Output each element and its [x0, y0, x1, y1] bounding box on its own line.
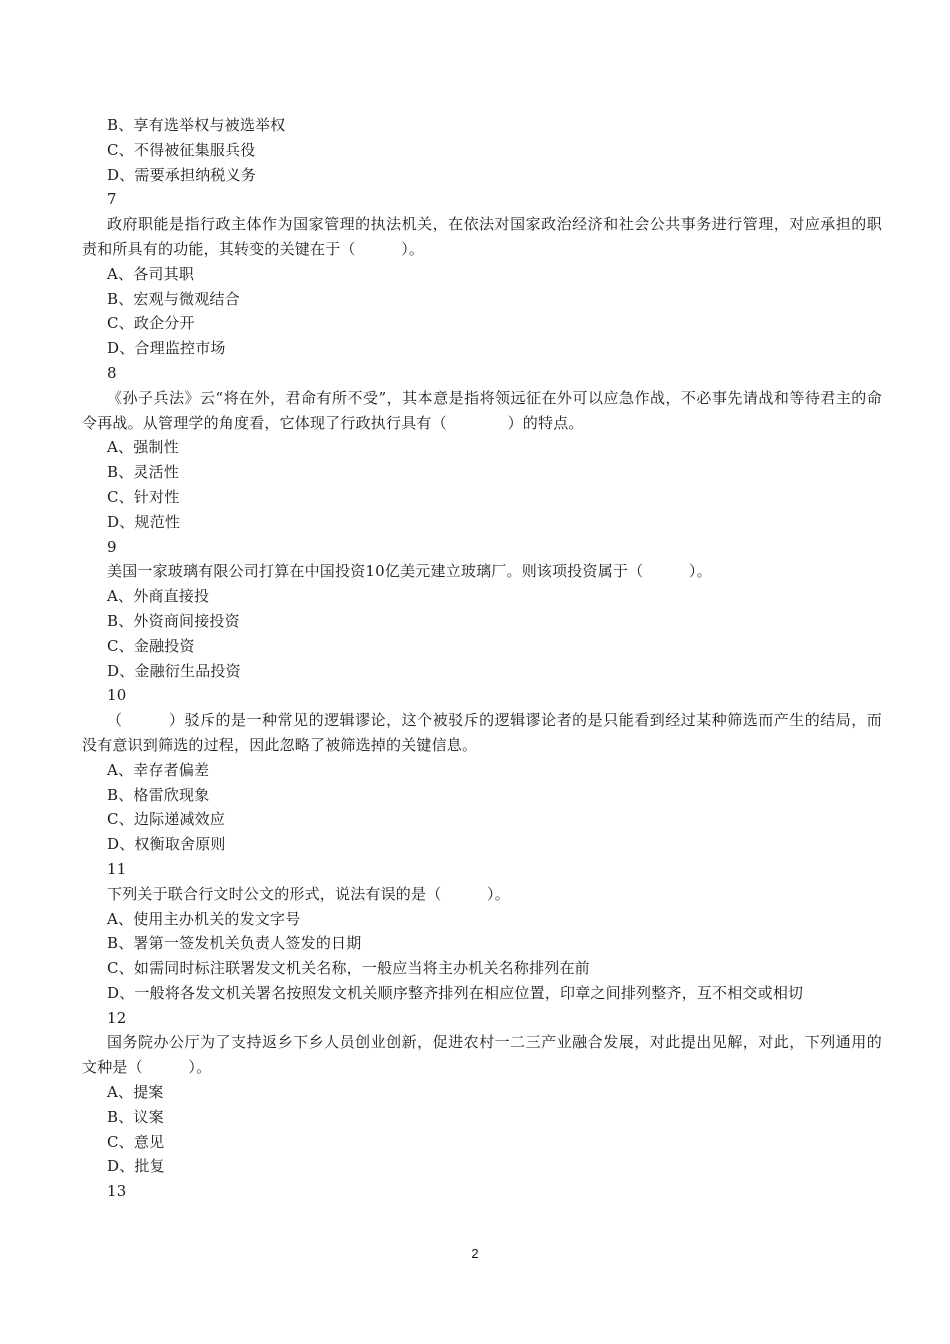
answer-option: D、规范性 [107, 512, 181, 531]
answer-option: C、政企分开 [107, 314, 195, 333]
answer-option: B、享有选举权与被选举权 [107, 116, 286, 134]
answer-option: A、外商直接投 [107, 587, 210, 606]
answer-option: D、权衡取舍原则 [107, 835, 226, 854]
question-number: 9 [107, 537, 117, 556]
question-stem: （ ）驳斥的是一种常见的逻辑谬论，这个被驳斥的逻辑谬论者的是只能看到经过某种筛选而产生的结局，而没有意识到筛选的过程，因此忽略了被筛选掉的关键信息。 [82, 711, 882, 754]
question-stem: 政府职能是指行政主体作为国家管理的执法机关，在依法对国家政治经济和社会公共事务进行管理，对应承担的职责和所具有的功能，其转变的关键在于（ ）。 [82, 215, 882, 258]
answer-option: D、需要承担纳税义务 [107, 165, 257, 184]
question-stem: 美国一家玻璃有限公司打算在中国投资10亿美元建立玻璃厂。则该项投资属于（ ）。 [107, 562, 712, 581]
answer-option: A、提案 [107, 1083, 164, 1102]
answer-option: D、批复 [107, 1157, 165, 1176]
question-number: 10 [107, 686, 127, 705]
question-stem: 下列关于联合行文时公文的形式，说法有误的是（ ）。 [107, 884, 510, 903]
answer-option: D、金融衍生品投资 [107, 661, 241, 680]
answer-option: C、针对性 [107, 487, 180, 506]
answer-option: C、边际递减效应 [107, 810, 226, 829]
answer-option: A、幸存者偏差 [107, 760, 210, 779]
answer-option: D、合理监控市场 [107, 339, 226, 358]
answer-option: B、格雷欣现象 [107, 785, 210, 804]
answer-option: B、灵活性 [107, 463, 180, 482]
answer-option: A、使用主办机关的发文字号 [107, 909, 301, 928]
answer-option: D、一般将各发文机关署名按照发文机关顺序整齐排列在相应位置，印章之间排列整齐，互不相交或相切 [107, 983, 804, 1002]
answer-option: A、各司其职 [107, 264, 195, 283]
answer-option: B、议案 [107, 1107, 164, 1126]
answer-option: B、外资商间接投资 [107, 611, 240, 630]
answer-option: C、金融投资 [107, 636, 195, 655]
question-number: 12 [107, 1008, 127, 1027]
question-number: 8 [107, 363, 117, 382]
question-stem: 《孙子兵法》云“将在外，君命有所不受”，其本意是指将领远征在外可以应急作战，不必事先请战和等待君主的命令再战。从管理学的角度看，它体现了行政执行具有（ ）的特点。 [82, 388, 882, 432]
answer-option: B、署第一签发机关负责人签发的日期 [107, 934, 362, 953]
question-number: 11 [107, 859, 127, 878]
question-number: 7 [107, 190, 117, 209]
answer-option: C、不得被征集服兵役 [107, 140, 256, 159]
page-content [82, 113, 882, 1204]
answer-option: C、意见 [107, 1132, 165, 1151]
answer-option: A、强制性 [107, 438, 179, 457]
answer-option: B、宏观与微观结合 [107, 289, 240, 308]
question-number: 13 [107, 1182, 127, 1201]
answer-option: C、如需同时标注联署发文机关名称，一般应当将主办机关名称排列在前 [107, 959, 590, 978]
page-number: 2 [471, 1246, 479, 1261]
question-stem: 国务院办公厅为了支持返乡下乡人员创业创新，促进农村一二三产业融合发展，对此提出见解，对此，下列通用的文种是（ ）。 [82, 1033, 882, 1077]
